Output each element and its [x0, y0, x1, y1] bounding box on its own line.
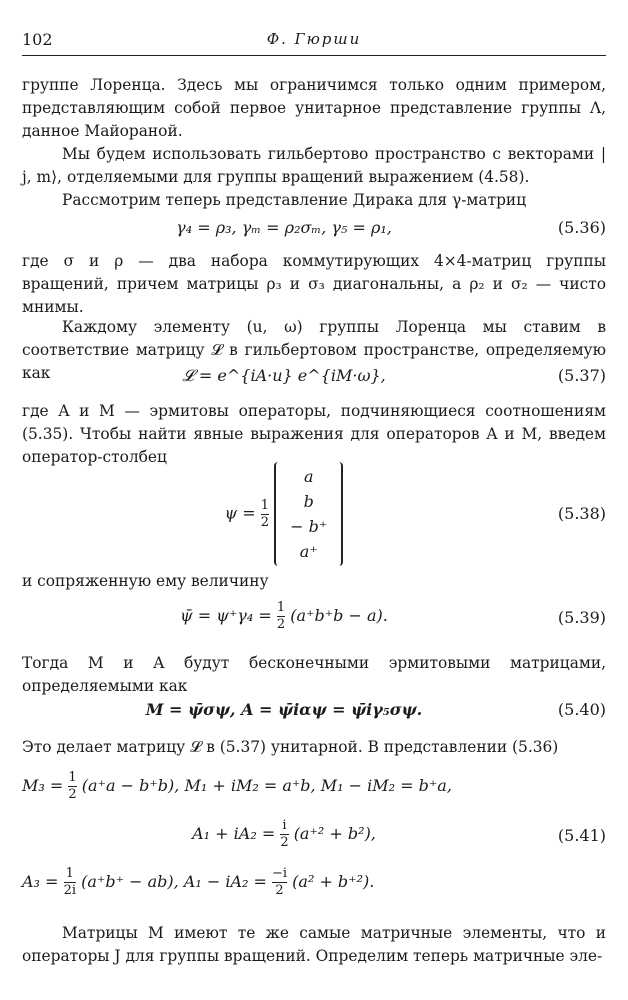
- page-number: 102: [22, 30, 53, 49]
- equation-part: (a⁺b⁺ − ab), A₁ − iA₂ =: [81, 872, 267, 891]
- paragraph-7: и сопряженную ему величину: [22, 572, 269, 590]
- paragraph-5: Каждому элементу (u, ω) группы Лоренца мы ставим в соответствие матрицу 𝓛 в гильбертовом пространстве, определяемую как: [22, 318, 606, 382]
- operator-column: [274, 462, 343, 566]
- fraction: [261, 498, 269, 531]
- fraction: [277, 600, 285, 633]
- equation-part: (a⁺a − b⁺b), M₁ + iM₂ = a⁺b, M₁ − iM₂ = b⁺a,: [81, 776, 452, 795]
- fraction: [280, 818, 288, 851]
- equation-part: M₃ =: [22, 776, 64, 795]
- fraction: [68, 770, 76, 803]
- fraction-numerator: 1: [260, 497, 270, 513]
- equation-part: (a⁺² + b²),: [293, 824, 376, 843]
- fraction-denominator: 2: [272, 882, 287, 899]
- equation-5-39: [22, 600, 606, 636]
- equation-5-40: [22, 700, 606, 724]
- equation-5-41-line-3: [22, 866, 606, 902]
- fraction: [272, 866, 287, 899]
- equation-rhs: (a⁺b⁺b − a).: [290, 606, 388, 625]
- fraction: [64, 866, 76, 899]
- fraction-numerator: 1: [276, 600, 286, 615]
- paragraph-10: Матрицы M имеют те же самые матричные элементы, что и операторы J для группы вращений. Определим теперь матричные эле-: [22, 924, 606, 965]
- equation-body: 𝓛 = e^{iA·u} e^{iM·ω},: [182, 366, 386, 385]
- paragraph-1: группе Лоренца. Здесь мы ограничимся только одним примером, представляющим собой первое унитарное представление группы Λ, данное Майораной.: [22, 76, 606, 140]
- equation-number: (5.40): [557, 700, 606, 719]
- equation-5-41-line-2: [22, 818, 606, 854]
- equation-number: (5.38): [557, 504, 606, 523]
- fraction-denominator: 2: [280, 835, 289, 850]
- running-title: Ф. Гюрши: [266, 30, 362, 48]
- page-header: [22, 30, 606, 52]
- column-entry: a: [303, 467, 314, 486]
- equation-number: (5.39): [557, 608, 606, 627]
- equation-part: A₃ =: [22, 872, 59, 891]
- paragraph-3: Рассмотрим теперь представление Дирака для γ-матриц: [62, 191, 527, 209]
- paragraph-9: Это делает матрицу 𝓛 в (5.37) унитарной. В представлении (5.36): [22, 738, 559, 756]
- fraction-numerator: i: [282, 818, 287, 833]
- equation-lhs: ψ̄ = ψ⁺γ₄ =: [180, 606, 272, 625]
- paragraph-4: где σ и ρ — два набора коммутирующих 4×4-матриц группы вращений, причем матрицы ρ₃ и σ₃ диагональны, а ρ₂ и σ₂ — чисто мнимы.: [22, 252, 606, 316]
- paragraph-6: где A и M — эрмитовы операторы, подчиняющиеся соотношениям (5.35). Чтобы найти явные выражения для операторов A и M, введем оператор-столбец: [22, 402, 606, 466]
- fraction-numerator: −i: [272, 866, 288, 881]
- fraction-denominator: 2: [276, 617, 286, 632]
- equation-5-36: [22, 218, 606, 242]
- equation-part: A₁ + iA₂ =: [192, 824, 276, 843]
- equation-body: M = ψ̄σψ, A = ψ̄iαψ = ψ̄iγ₅σψ.: [145, 700, 423, 719]
- column-entry: b: [303, 492, 314, 511]
- equation-5-38: [22, 462, 606, 574]
- equation-part: (a² + b⁺²).: [292, 872, 375, 891]
- fraction-numerator: 1: [68, 770, 77, 785]
- paragraph-2: Мы будем использовать гильбертово пространство с векторами | j, m⟩, отделяемыми для группы вращений выражением (4.58).: [22, 145, 606, 186]
- fraction-numerator: 1: [65, 866, 74, 881]
- fraction-denominator: 2i: [63, 883, 76, 898]
- paragraph-8: Тогда M и A будут бесконечными эрмитовыми матрицами, определяемыми как: [22, 654, 606, 695]
- header-rule: [22, 55, 606, 56]
- equation-5-37: [22, 366, 606, 390]
- equation-body: γ₄ = ρ₃, γₘ = ρ₂σₘ, γ₅ = ρ₁,: [176, 218, 392, 237]
- equation-number: (5.36): [557, 218, 606, 237]
- column-entry: a⁺: [299, 542, 318, 561]
- equation-number: (5.41): [557, 826, 606, 845]
- equation-lhs: ψ =: [224, 503, 256, 523]
- column-entry: − b⁺: [290, 517, 328, 536]
- equation-5-41-line-1: [22, 770, 606, 806]
- fraction-denominator: 2: [260, 514, 270, 530]
- equation-number: (5.37): [557, 366, 606, 385]
- fraction-denominator: 2: [68, 787, 77, 802]
